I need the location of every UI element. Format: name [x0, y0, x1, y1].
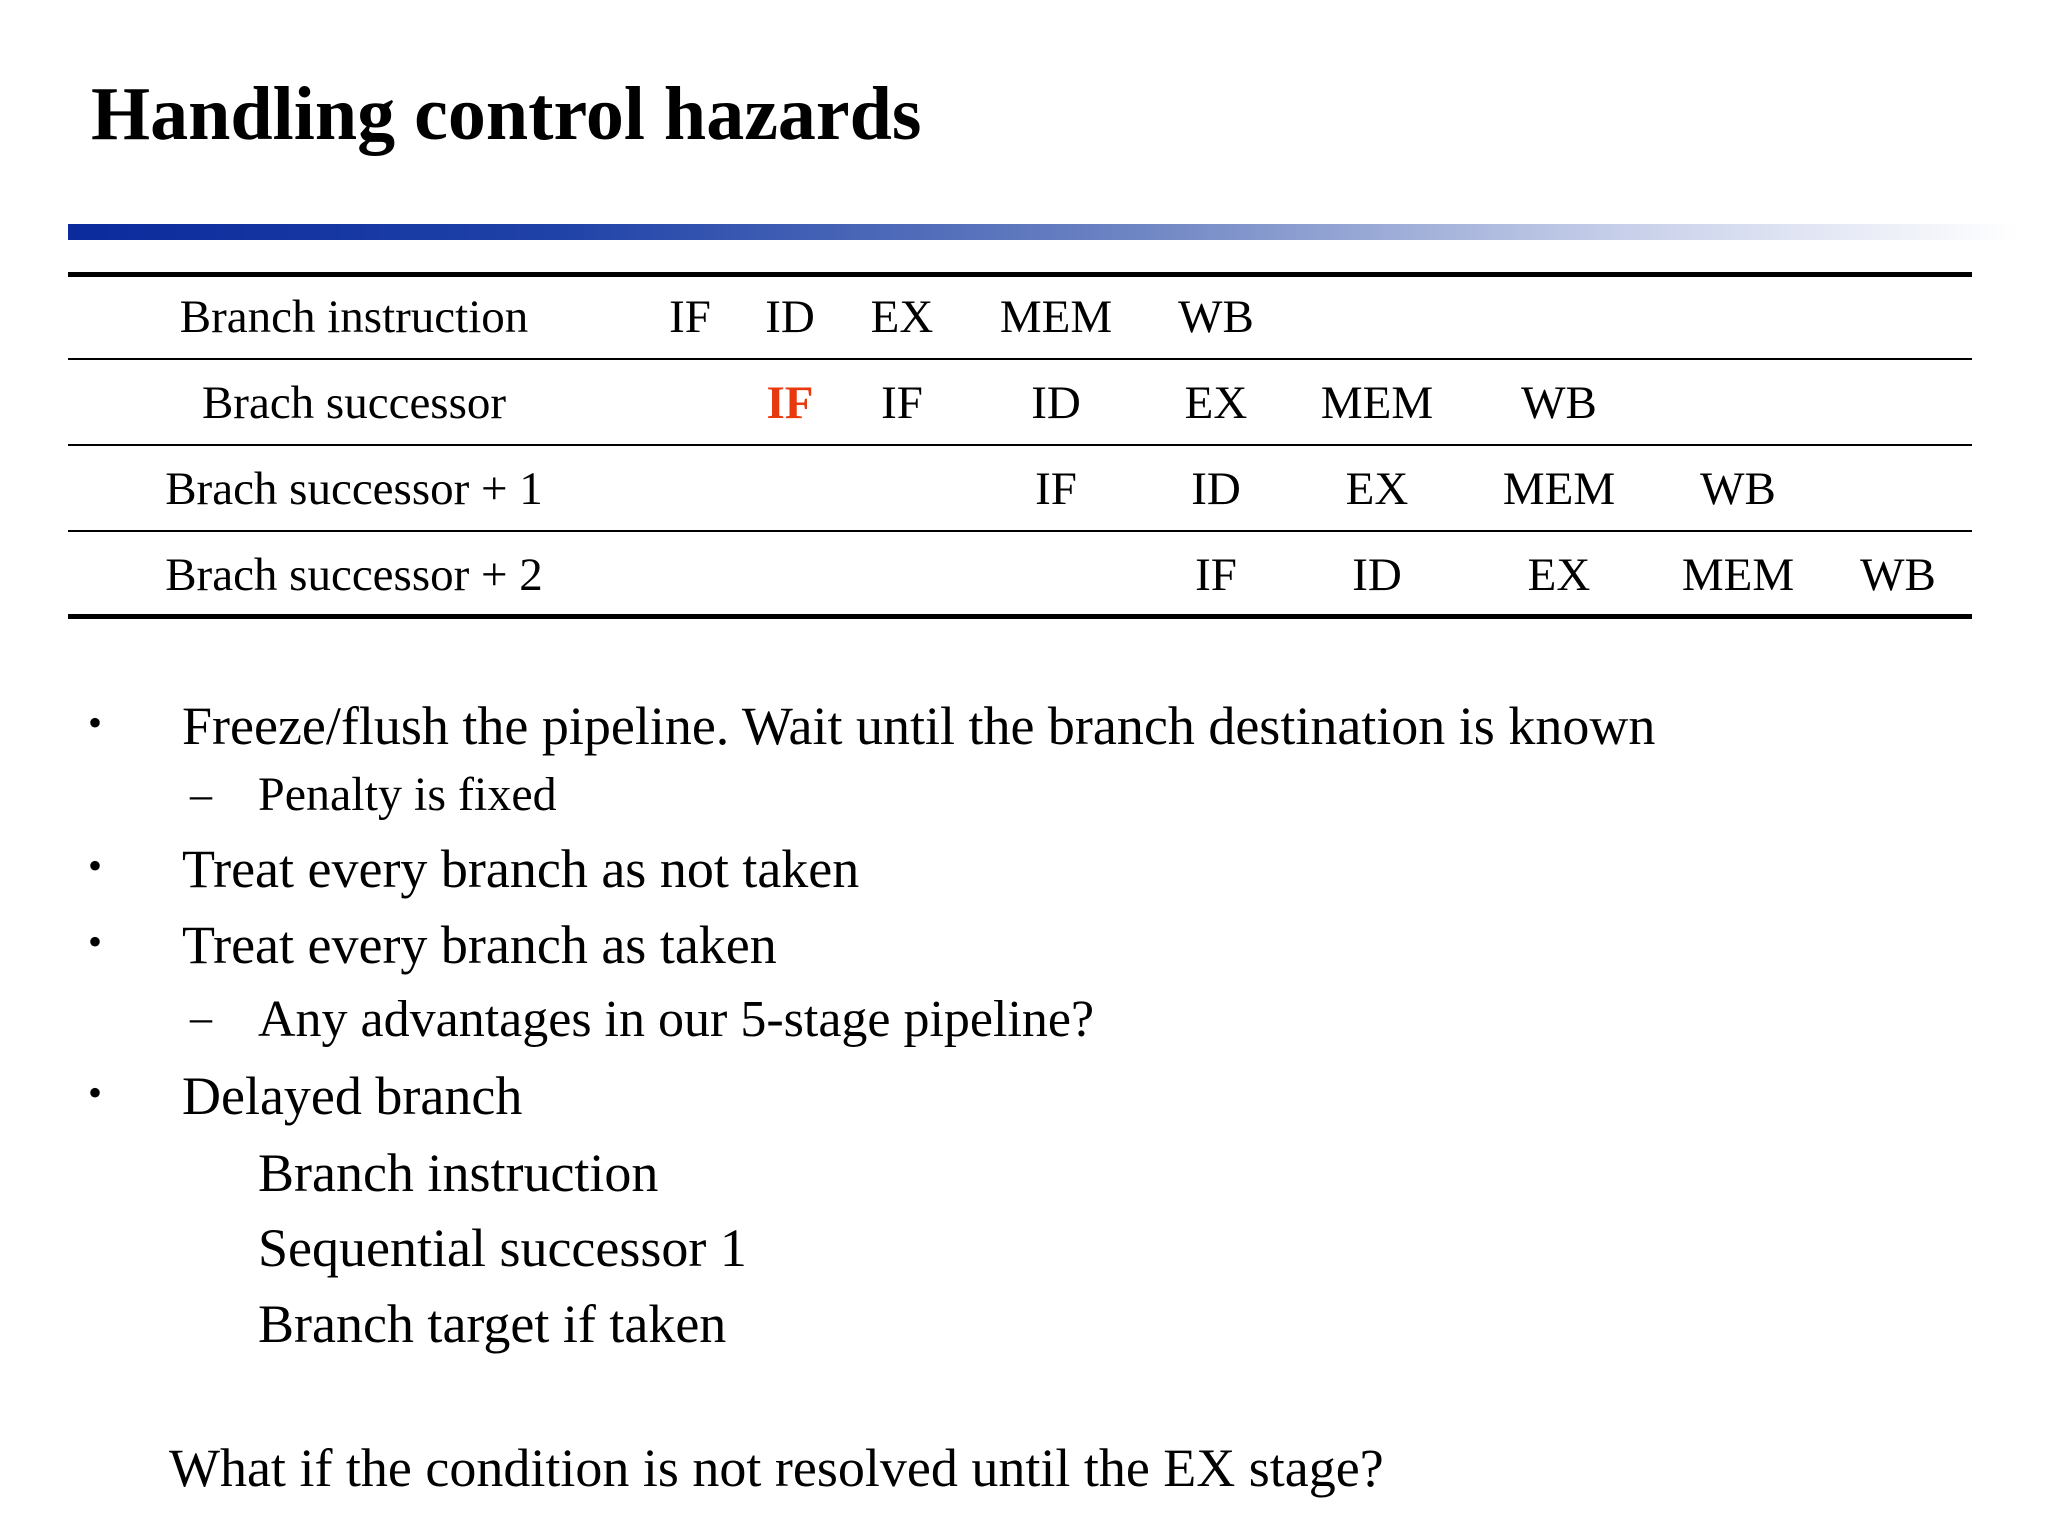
- pipeline-stage-cell: ID: [1352, 549, 1402, 601]
- title-underline-bar: [68, 224, 2018, 240]
- table-row-divider: [68, 358, 1972, 360]
- slide-title: Handling control hazards: [91, 72, 922, 156]
- pipeline-stage-cell: EX: [1184, 377, 1248, 429]
- closing-question: What if the condition is not resolved until the EX stage?: [169, 1438, 1384, 1498]
- indented-text: Sequential successor 1: [258, 1218, 747, 1278]
- bullet-dot-icon: •: [88, 1070, 103, 1115]
- bullet-dot-icon: •: [88, 919, 103, 964]
- bullet-text: Freeze/flush the pipeline. Wait until the branch destination is known: [182, 696, 1656, 756]
- pipeline-stage-cell: WB: [1700, 463, 1776, 515]
- pipeline-stage-cell: WB: [1178, 291, 1254, 343]
- pipeline-stage-cell: IF: [1195, 549, 1237, 601]
- sub-bullet-dash-icon: –: [190, 770, 212, 819]
- pipeline-stage-cell: ID: [1191, 463, 1241, 515]
- pipeline-stage-cell: IF: [881, 377, 923, 429]
- pipeline-stage-cell: IF: [1035, 463, 1077, 515]
- bullet-dot-icon: •: [88, 700, 103, 745]
- sub-bullet-text: Any advantages in our 5-stage pipeline?: [258, 991, 1095, 1048]
- table-bottom-rule: [68, 614, 1972, 619]
- sub-bullet-text: Penalty is fixed: [258, 768, 557, 821]
- pipeline-row-label: Brach successor: [201, 377, 507, 429]
- pipeline-stage-stall-highlight: IF: [766, 377, 814, 429]
- pipeline-stage-cell: MEM: [999, 291, 1113, 343]
- sub-bullet-dash-icon: –: [190, 993, 212, 1042]
- pipeline-row-label: Brach successor + 1: [165, 463, 543, 515]
- pipeline-stage-cell: EX: [870, 291, 934, 343]
- pipeline-stage-cell: EX: [1345, 463, 1409, 515]
- bullet-dot-icon: •: [88, 843, 103, 888]
- pipeline-stage-cell: ID: [765, 291, 815, 343]
- indented-text: Branch instruction: [258, 1143, 659, 1203]
- table-row-divider: [68, 530, 1972, 532]
- indented-text: Branch target if taken: [258, 1294, 727, 1354]
- pipeline-row-label: Brach successor + 2: [165, 549, 543, 601]
- pipeline-stage-cell: MEM: [1681, 549, 1795, 601]
- bullet-text: Delayed branch: [182, 1066, 523, 1126]
- pipeline-stage-cell: ID: [1031, 377, 1081, 429]
- pipeline-stage-cell: WB: [1521, 377, 1597, 429]
- pipeline-stage-cell: EX: [1527, 549, 1591, 601]
- table-row-divider: [68, 444, 1972, 446]
- pipeline-stage-cell: MEM: [1320, 377, 1434, 429]
- bullet-text: Treat every branch as not taken: [182, 839, 860, 899]
- bullet-text: Treat every branch as taken: [182, 915, 777, 975]
- pipeline-row-label: Branch instruction: [179, 291, 529, 343]
- pipeline-stage-cell: IF: [669, 291, 711, 343]
- pipeline-stage-cell: WB: [1860, 549, 1936, 601]
- table-top-rule: [68, 272, 1972, 277]
- pipeline-stage-cell: MEM: [1502, 463, 1616, 515]
